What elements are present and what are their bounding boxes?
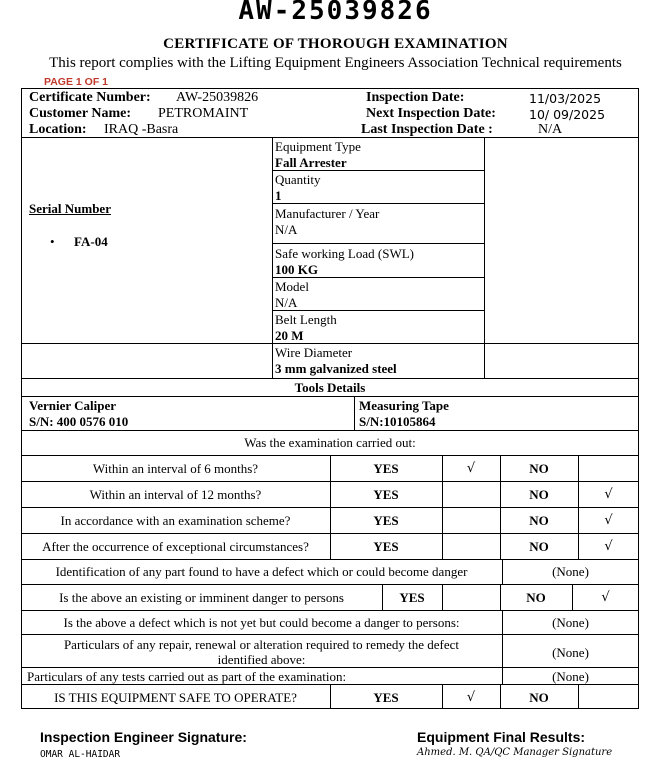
next-inspection-date-label: Next Inspection Date: [366,106,496,121]
row-divider [21,430,639,431]
tools-details-title: Tools Details [294,380,366,395]
customer-name-label: Customer Name: [29,106,131,121]
wire-diameter-label: Wire Diameter [275,345,353,360]
location-label: Location: [29,122,87,137]
inspection-engineer-name: OMAR AL-HAIDAR [40,749,121,760]
inspection-engineer-signature-label: Inspection Engineer Signature: [40,729,247,745]
row-divider [21,584,639,585]
belt-length-label: Belt Length [275,312,337,327]
row-divider [272,277,484,278]
column-divider [354,396,355,430]
repair-particulars-value: (None) [552,645,589,660]
column-divider [272,137,273,378]
exam-yes-label: YES [373,461,399,476]
defect-identification-question: Identification of any part found to have a defect which or could become danger [55,564,468,579]
customer-name-value: PETROMAINT [158,106,249,121]
wire-diameter-value: 3 mm galvanized steel [275,361,397,376]
location-value: IRAQ -Basra [104,122,179,137]
equipment-type-value: Fall Arrester [275,155,347,170]
tool-vernier-caliper: Vernier Caliper [29,398,117,413]
row-divider [21,667,639,668]
tests-particulars-value: (None) [552,669,589,684]
examination-heading: Was the examination carried out: [244,435,416,450]
check-mark-icon: √ [466,461,476,476]
safe-no-label: NO [529,690,549,705]
certificate-title: CERTIFICATE OF THOROUGH EXAMINATION [163,36,508,52]
quantity-value: 1 [275,188,282,203]
exam-yes-label: YES [373,539,399,554]
tool-vernier-caliper-sn: S/N: 400 0576 010 [29,414,129,429]
check-mark-icon: √ [604,539,613,554]
manufacturer-value: N/A [275,222,298,237]
belt-length-value: 20 M [275,328,304,343]
row-divider [272,203,484,204]
certificate-number-label: Certificate Number: [29,90,151,105]
certificate-number-value: AW-25039826 [176,90,259,105]
existing-danger-yes-label: YES [399,590,425,605]
tool-measuring-tape-sn: S/N:10105864 [359,414,436,429]
existing-danger-no-label: NO [526,590,546,605]
exam-question-exceptional: After the occurrence of exceptional circumstances? [42,539,309,554]
page-indicator: PAGE 1 OF 1 [44,76,108,88]
future-danger-question: Is the above a defect which is not yet but could become a danger to persons: [63,615,460,630]
exam-no-label: NO [529,539,549,554]
repair-particulars-line2: identified above: [217,652,306,667]
check-mark-icon: √ [604,513,613,528]
exam-question-scheme: In accordance with an examination scheme? [60,513,291,528]
column-divider [442,584,443,610]
check-mark-icon: √ [466,690,476,705]
next-inspection-date-value: 10/ 09/2025 [529,107,606,122]
qa-manager-signature: Ahmed. M. QA/QC Manager Signature [417,747,613,758]
tool-measuring-tape: Measuring Tape [359,398,449,413]
row-divider [21,396,639,397]
serial-number-value: FA-04 [74,234,108,249]
row-divider [21,137,639,138]
future-danger-value: (None) [552,615,589,630]
compliance-statement: This report complies with the Lifting Equipment Engineers Association Technical requirements [49,55,622,71]
exam-no-label: NO [529,513,549,528]
row-divider [21,559,639,560]
swl-value: 100 KG [275,262,318,277]
exam-question-12-months: Within an interval of 12 months? [89,487,262,502]
manufacturer-label: Manufacturer / Year [275,206,380,221]
last-inspection-date-label: Last Inspection Date : [361,122,493,137]
row-divider [272,243,484,244]
tests-particulars-question: Particulars of any tests carried out as part of the examination: [27,669,347,684]
safe-yes-label: YES [373,690,399,705]
quantity-label: Quantity [275,172,321,187]
column-divider [484,137,485,378]
check-mark-icon: √ [601,590,610,605]
exam-yes-label: YES [373,487,399,502]
column-divider [578,684,579,709]
row-divider [21,634,639,635]
row-divider [21,610,639,611]
inspection-date-label: Inspection Date: [366,90,465,105]
exam-no-label: NO [529,487,549,502]
document-number: AW-25039826 [238,0,433,26]
swl-label: Safe working Load (SWL) [275,246,414,261]
check-mark-icon: √ [604,487,613,502]
inspection-date-value: 11/03/2025 [529,91,602,106]
exam-question-6-months: Within an interval of 6 months? [92,461,259,476]
exam-no-label: NO [529,461,549,476]
bullet-icon: • [50,234,55,249]
exam-yes-label: YES [373,513,399,528]
equipment-type-label: Equipment Type [275,139,361,154]
model-value: N/A [275,295,298,310]
safe-to-operate-question: IS THIS EQUIPMENT SAFE TO OPERATE? [54,690,297,705]
serial-number-label: Serial Number [29,201,111,216]
equipment-final-results-label: Equipment Final Results: [417,729,586,745]
row-divider [21,343,639,344]
defect-identification-value: (None) [552,564,589,579]
last-inspection-date-value: N/A [538,122,563,137]
existing-danger-question: Is the above an existing or imminent danger to persons [59,590,344,605]
repair-particulars-line1: Particulars of any repair, renewal or alteration required to remedy the defect [63,637,460,652]
model-label: Model [275,279,309,294]
row-divider [272,310,484,311]
row-divider [21,378,639,379]
row-divider [272,170,484,171]
